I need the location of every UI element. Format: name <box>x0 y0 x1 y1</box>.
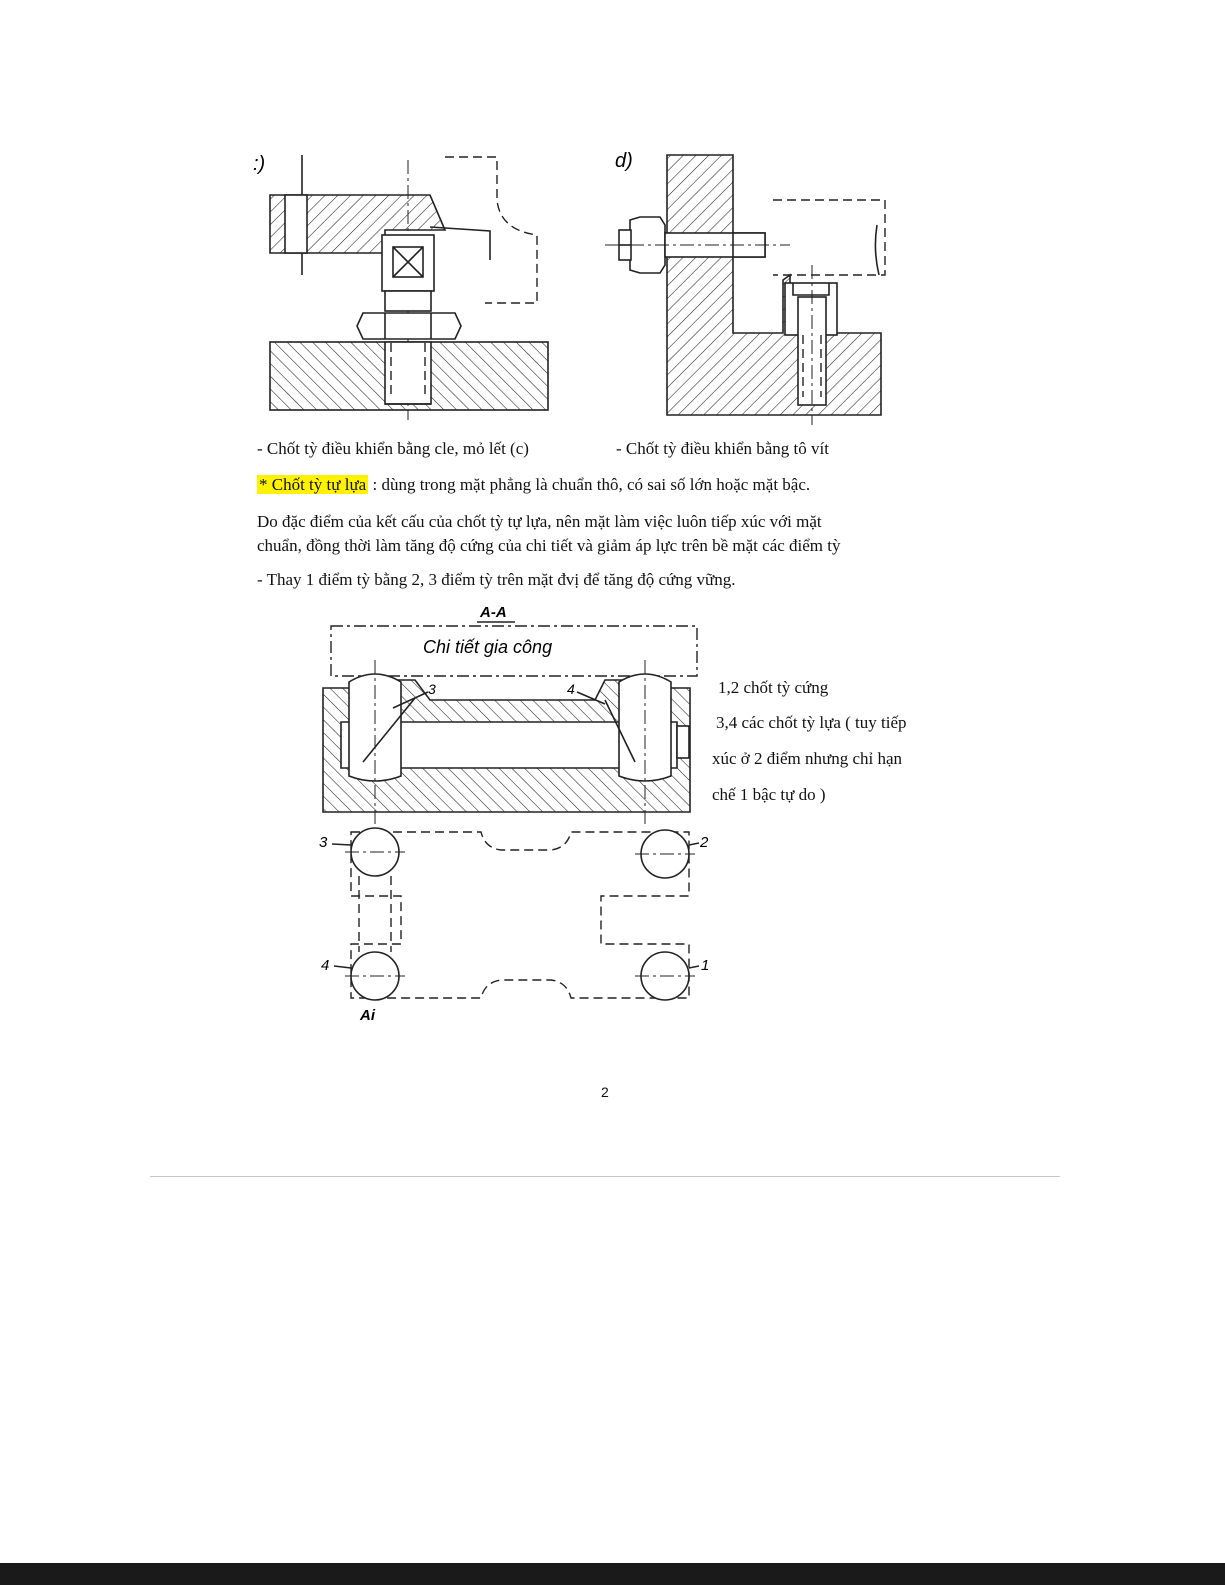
definition-text: : dùng trong mặt phẳng là chuẩn thô, có sai số lớn hoặc mặt bậc. <box>368 475 811 494</box>
section-label: A-A <box>480 604 507 621</box>
label-4-plan: 4 <box>321 957 330 974</box>
drawing-d-label: d) <box>615 150 633 172</box>
page-number: 2 <box>601 1084 609 1100</box>
note-line-1: 1,2 chốt tỳ cứng <box>718 678 829 697</box>
self-aligning-pin-definition <box>257 472 810 498</box>
paragraph-line-2: chuẩn, đồng thời làm tăng độ cứng của chi tiết và giảm áp lực trên bề mặt các điểm tỳ <box>257 536 841 555</box>
caption-left: - Chốt tỳ điều khiển bằng cle, mỏ lết (c) <box>257 439 529 458</box>
note-line-2: 3,4 các chốt tỳ lựa ( tuy tiếp <box>716 713 907 732</box>
page-divider <box>150 1176 1060 1177</box>
label-3-plan: 3 <box>319 834 328 851</box>
note-line-4: chế 1 bậc tự do ) <box>712 785 826 804</box>
label-2-plan: 2 <box>700 834 709 851</box>
highlighted-term: * Chốt tỳ tự lựa <box>259 475 367 494</box>
bottom-figure <box>305 600 715 1030</box>
label-4-section: 4 <box>567 681 575 697</box>
caption-right: - Chốt tỳ điều khiển bằng tô vít <box>616 439 829 458</box>
paragraph-bullet: - Thay 1 điểm tỳ bằng 2, 3 điểm tỳ trên mặt đvị để tăng độ cứng vững. <box>257 570 736 589</box>
label-3-section: 3 <box>428 681 436 697</box>
drawing-d <box>605 150 885 425</box>
label-1-plan: 1 <box>701 957 710 974</box>
workpiece-label: Chi tiết gia công <box>423 637 553 657</box>
drawing-c <box>253 153 548 420</box>
top-figure <box>245 135 925 430</box>
section-mark: Ai <box>360 1007 375 1024</box>
note-line-3: xúc ở 2 điểm nhưng chỉ hạn <box>712 749 903 768</box>
drawing-c-label: :) <box>253 153 266 175</box>
bottom-bar <box>0 1563 1225 1585</box>
paragraph-line-1: Do đặc điểm của kết cấu của chốt tỳ tự lựa, nên mặt làm việc luôn tiếp xúc với mặt <box>257 512 822 531</box>
